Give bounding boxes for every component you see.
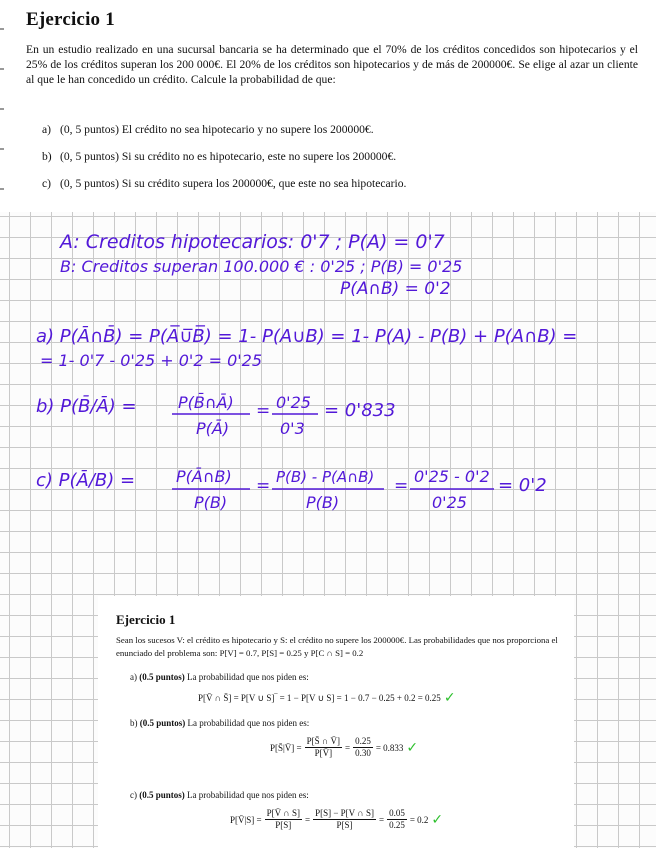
solution-part-a-heading bbox=[130, 672, 309, 682]
checkmark-icon: ✓ bbox=[406, 739, 419, 756]
solution-intro: Sean los sucesos V: el crédito es hipotecario y S: el crédito no supere los 200000€. Las probabilidades que nos proporciona el enunciado del problema son: P[V] = 0.7, P[S] = 0.25 y P[C ∩ S] = 0.2 bbox=[116, 635, 558, 658]
solution-title: Ejercicio 1 bbox=[116, 612, 176, 627]
hw-definition-b: B: Creditos superan 100.000 € : 0'25 ; P(B) = 0'25 bbox=[60, 257, 463, 276]
formula-lhs: P[S̄|V̄] = bbox=[270, 742, 302, 753]
hw-part-c-numerator: P(Ā∩B) bbox=[176, 467, 232, 486]
hw-part-a-line2: = 1- 0'7 - 0'25 + 0'2 = 0'25 bbox=[40, 351, 263, 370]
question-text: (0, 5 puntos) El crédito no sea hipotecario y no supere los 200000€. bbox=[60, 123, 374, 136]
hw-equals: = bbox=[256, 476, 271, 496]
hw-part-c-denominator-2: P(B) bbox=[306, 493, 340, 512]
fraction bbox=[353, 736, 373, 759]
solution-part-text: La probabilidad que nos piden es: bbox=[187, 672, 309, 682]
fraction-denominator: P[S] bbox=[336, 820, 353, 830]
solution-part-a-formula bbox=[198, 690, 456, 706]
fraction-numerator: P[S̄ ∩ V̄] bbox=[306, 736, 340, 746]
formula-text: P[V̄ ∩ S̄] = P[V ∪ S]‾ = 1 − P[V ∪ S] = 1 − 0.7 − 0.25 + 0.2 = 0.25 bbox=[198, 692, 441, 703]
question-c bbox=[42, 177, 406, 190]
margin-mark bbox=[0, 108, 4, 110]
hw-part-c-denominator: P(B) bbox=[194, 493, 228, 512]
checkmark-icon: ✓ bbox=[443, 690, 456, 706]
solution-part-points: (0.5 puntos) bbox=[139, 790, 185, 800]
fraction-denominator: P[S] bbox=[275, 820, 292, 830]
checkmark-icon: ✓ bbox=[431, 811, 444, 828]
margin-mark bbox=[0, 28, 4, 30]
hw-part-b-numerator: P(B̄∩Ā) bbox=[178, 393, 234, 412]
formula-equals: = bbox=[304, 814, 311, 825]
hw-part-c-prefix: c) P(Ā/B) = bbox=[36, 470, 136, 491]
formula-equals: = bbox=[378, 814, 385, 825]
solution-part-label: c) bbox=[130, 790, 137, 800]
hw-part-c-denominator-3: 0'25 bbox=[432, 493, 467, 512]
fraction-denominator: P[V̄] bbox=[314, 748, 333, 758]
formula-equals: = bbox=[344, 742, 351, 753]
hw-part-a-line1: a) P(Ā∩B̄) = P(A̅∪̅B̅) = 1- P(A∪B) = 1- P(A) - P(B) + P(A∩B) = bbox=[36, 326, 578, 347]
fraction-numerator: 0.25 bbox=[355, 736, 371, 746]
solution-part-b-formula bbox=[270, 736, 418, 759]
hw-part-c-result: = 0'2 bbox=[498, 475, 547, 496]
fraction bbox=[265, 808, 302, 831]
solution-part-c-formula bbox=[230, 808, 443, 831]
question-a bbox=[42, 123, 374, 136]
hw-equals: = bbox=[256, 401, 271, 421]
hw-part-b-denominator-value: 0'3 bbox=[280, 419, 305, 438]
question-text: (0, 5 puntos) Si su crédito supera los 200000€, que este no sea hipotecario. bbox=[60, 177, 407, 190]
hw-part-c-numerator-3: 0'25 - 0'2 bbox=[414, 467, 490, 486]
solution-part-b-heading bbox=[130, 718, 309, 728]
fraction-numerator: P[S] − P[V ∩ S] bbox=[315, 808, 374, 818]
formula-result: = 0.833 bbox=[375, 742, 404, 753]
formula-result: = 0.2 bbox=[409, 814, 429, 825]
exercise-title: Ejercicio 1 bbox=[26, 9, 115, 30]
fraction-numerator: P[V̄ ∩ S] bbox=[266, 808, 300, 818]
hw-part-b-denominator: P(Ā) bbox=[196, 419, 230, 438]
hw-definition-a: A: Creditos hipotecarios: 0'7 ; P(A) = 0'7 bbox=[60, 231, 445, 253]
fraction bbox=[313, 808, 376, 831]
question-label: b) bbox=[42, 150, 52, 163]
exercise-text: En un estudio realizado en una sucursal bancaria se ha determinado que el 70% de los créditos concedidos son hipotecarios y el 25% de los créditos superan los 200 000€. El 20% de los créditos son hipotecarios y de más de 200000€. Se elige al azar un cliente al que le han concedido un crédito. Calcule la probabilidad de que: bbox=[26, 43, 638, 87]
solution-part-points: (0.5 puntos) bbox=[139, 718, 186, 728]
question-label: c) bbox=[42, 177, 52, 190]
hw-part-c-numerator-2: P(B) - P(A∩B) bbox=[276, 468, 375, 486]
fraction bbox=[305, 736, 342, 759]
handwriting-canvas bbox=[0, 212, 656, 596]
hw-part-b-result: = 0'833 bbox=[324, 400, 396, 421]
solution-part-label: a) bbox=[130, 672, 137, 682]
margin-mark bbox=[0, 188, 4, 190]
hw-part-b-numerator-value: 0'25 bbox=[276, 393, 311, 412]
fraction bbox=[387, 808, 407, 831]
problem-statement bbox=[0, 0, 656, 212]
solution-part-points: (0.5 puntos) bbox=[139, 672, 185, 682]
margin-mark bbox=[0, 68, 4, 70]
question-label: a) bbox=[42, 123, 52, 136]
fraction-denominator: 0.30 bbox=[355, 748, 371, 758]
hw-part-b-prefix: b) P(B̄/Ā) = bbox=[36, 396, 137, 417]
solution-part-c-heading bbox=[130, 790, 309, 800]
question-b bbox=[42, 150, 396, 163]
margin-mark bbox=[0, 148, 4, 150]
hw-equals: = bbox=[394, 476, 409, 496]
solution-part-label: b) bbox=[130, 718, 138, 728]
hw-intersection: P(A∩B) = 0'2 bbox=[340, 279, 451, 299]
fraction-numerator: 0.05 bbox=[389, 808, 405, 818]
solution-part-text: La probabilidad que nos piden es: bbox=[187, 718, 310, 728]
question-text: (0, 5 puntos) Si su crédito no es hipotecario, este no supere los 200000€. bbox=[60, 150, 397, 163]
fraction-denominator: 0.25 bbox=[389, 820, 405, 830]
formula-lhs: P[V̄|S] = bbox=[230, 814, 262, 825]
official-solution bbox=[98, 596, 574, 848]
solution-part-text: La probabilidad que nos piden es: bbox=[187, 790, 309, 800]
